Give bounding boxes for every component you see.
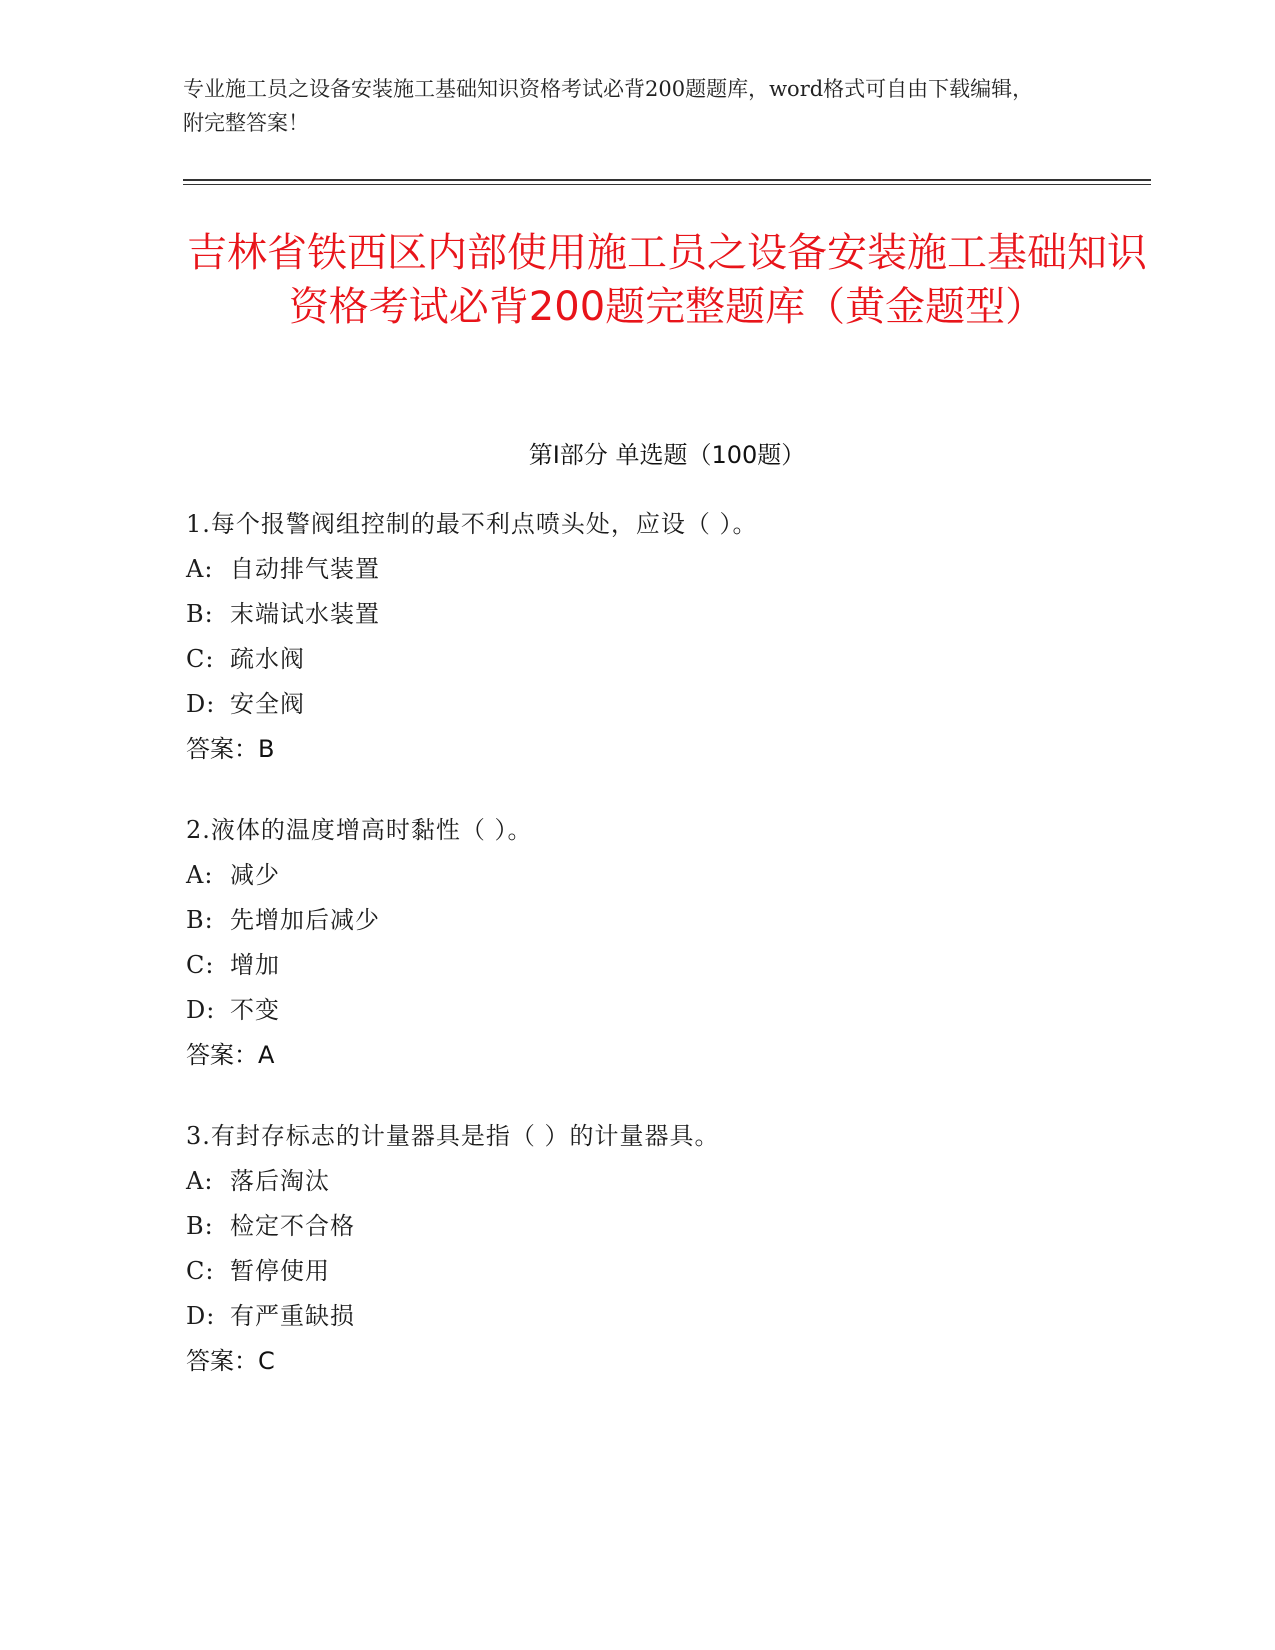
option-letter: A: xyxy=(186,1167,214,1195)
option-text: 末端试水装置 xyxy=(230,600,380,628)
option-text: 落后淘汰 xyxy=(230,1167,330,1195)
option-letter: C: xyxy=(186,645,215,673)
option-letter: A: xyxy=(186,861,214,889)
option-letter: D: xyxy=(186,690,216,718)
option-letter: D: xyxy=(186,996,216,1024)
header-divider-thin xyxy=(183,184,1151,185)
option-d xyxy=(186,988,1146,1033)
header-note: 专业施工员之设备安装施工基础知识资格考试必背200题题库，word格式可自由下载编辑，附完整答案！ xyxy=(183,77,1034,135)
option-letter: D: xyxy=(186,1302,216,1330)
option-text: 疏水阀 xyxy=(230,645,305,673)
question-3 xyxy=(186,1114,1146,1384)
question-stem: 1.每个报警阀组控制的最不利点喷头处，应设（ ）。 xyxy=(186,510,758,538)
option-c xyxy=(186,1249,1146,1294)
answer-line: 答案：C xyxy=(186,1347,275,1375)
section-heading: 第Ⅰ部分 单选题（100题） xyxy=(528,441,806,469)
option-b xyxy=(186,592,1146,637)
option-text: 有严重缺损 xyxy=(230,1302,355,1330)
question-2 xyxy=(186,808,1146,1078)
option-b xyxy=(186,1204,1146,1249)
option-letter: A: xyxy=(186,555,214,583)
option-text: 安全阀 xyxy=(230,690,305,718)
question-stem: 2.液体的温度增高时黏性（ ）。 xyxy=(186,816,533,844)
option-d xyxy=(186,682,1146,727)
option-text: 检定不合格 xyxy=(230,1212,355,1240)
option-letter: C: xyxy=(186,1257,215,1285)
option-text: 不变 xyxy=(230,996,280,1024)
option-text: 增加 xyxy=(230,951,280,979)
option-c xyxy=(186,637,1146,682)
answer-line: 答案：B xyxy=(186,735,275,763)
answer-line: 答案：A xyxy=(186,1041,275,1069)
option-letter: B: xyxy=(186,600,214,628)
question-stem: 3.有封存标志的计量器具是指（ ）的计量器具。 xyxy=(186,1122,720,1150)
option-d xyxy=(186,1294,1146,1339)
option-letter: B: xyxy=(186,906,214,934)
option-letter: B: xyxy=(186,1212,214,1240)
option-text: 暂停使用 xyxy=(230,1257,330,1285)
option-a xyxy=(186,547,1146,592)
document-title: 吉林省铁西区内部使用施工员之设备安装施工基础知识资格考试必背200题完整题库（黄金题型） xyxy=(187,230,1147,330)
option-a xyxy=(186,853,1146,898)
question-1 xyxy=(186,502,1146,772)
option-text: 减少 xyxy=(230,861,280,889)
option-text: 先增加后减少 xyxy=(230,906,380,934)
option-letter: C: xyxy=(186,951,215,979)
option-c xyxy=(186,943,1146,988)
header-divider-thick xyxy=(183,179,1151,181)
option-a xyxy=(186,1159,1146,1204)
option-b xyxy=(186,898,1146,943)
option-text: 自动排气装置 xyxy=(230,555,380,583)
